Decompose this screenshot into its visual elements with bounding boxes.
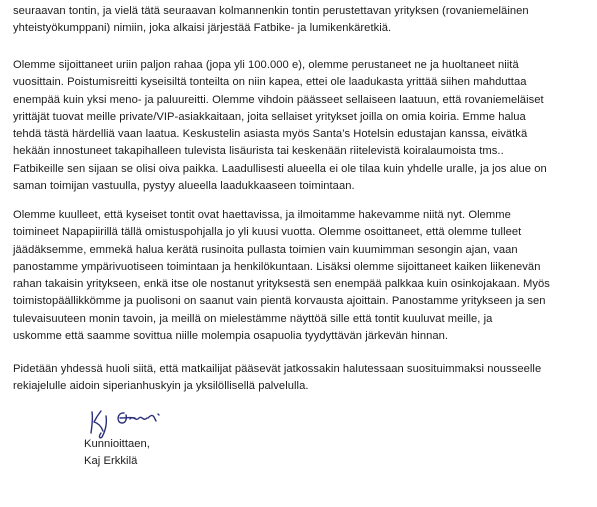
text-line: Pidetään yhdessä huoli siitä, että matkailijat pääsevät jatkossakin halutessaan suosituimmaksi nousseelle: [13, 363, 542, 375]
text-line: tulevaisuuteen monin tavoin, ja meillä on mielestämme näyttöä sille että tontit kuuluvat meille, ja: [13, 312, 493, 325]
text-line: enempää kuin yksi meno- ja paluureitti. Olemme vihdoin päässeet sellaiseen laatuun, että rovaniemeläiset: [13, 93, 544, 106]
signer-name: Kaj Erkkilä: [84, 455, 138, 467]
text-line: tehdä tästä härdelliä vaan laatua. Keskustelin asiasta myös Santa’s Hotelsin edustajan kanssa, eivätkä: [13, 128, 528, 141]
text-line: yrittäjät tuovat meille private/VIP-asiakkaitaan, joita sellaiset yritykset joilla on omia koiria. Emme halua: [13, 110, 526, 123]
text-line: Olemme kuulleet, että kyseiset tontit ovat haettavissa, ja ilmoitamme hakevamme niitä nyt. Olemme: [13, 209, 511, 221]
text-line: uskomme että saamme sovittua niille molempia osapuolia tyydyttävän järkevän hinnan.: [13, 330, 449, 343]
text-line: toimistopäällikkömme ja puolisoni on saanut vain pientä korvausta ajoittain. Panostamme yritykseen ja sen: [13, 295, 546, 308]
text-line: rekiajelulle aidoin siperianhuskyin ja yksilöllisellä palvelulla.: [13, 380, 309, 393]
text-line: hekään innostuneet takapihalleen tulevista lisäurista tai keskenään riitelevistä koiralaumoista tms..: [13, 145, 504, 158]
handwritten-signature: [86, 406, 166, 440]
signature-stroke: [94, 411, 103, 431]
signature-stroke: [148, 415, 156, 421]
signature-stroke: [91, 412, 92, 433]
salutation: Kunnioittaen,: [84, 438, 150, 450]
text-line: panostamme ympärivuotiseen toimintaan ja henkilökuntaan. Lisäksi olemme sijoittaneet kaiken liikenevän: [13, 260, 541, 273]
text-line: seuraavan tontin, ja vielä tätä seuraavan kolmannenkin tontin perustettavan yrityksen (rovaniemeläinen: [13, 5, 529, 17]
text-line: saman toimijan vastuulla, pystyy alueella laadukkaaseen toimintaan.: [13, 180, 355, 193]
signature-stroke: [130, 417, 147, 419]
text-line: toimineet Napapiirillä tällä omistuspohjalla jo yli kuusi vuotta. Olemme osoittaneet, että olemme tulleet: [13, 226, 522, 239]
text-line: yhteistyökumppani) nimiin, joka alkaisi järjestää Fatbike- ja lumikenkäretkiä.: [13, 22, 392, 35]
text-line: Fatbikeille sen sijaan se olisi oiva paikka. Laadullisesti alueella ei ole tilaa kuin yhdelle uralle, ja jos alue on: [13, 162, 547, 175]
closing-block: [84, 436, 150, 470]
paragraph-3: [13, 207, 593, 345]
text-line: rahan takaisin yritykseen, enkä itse ole nostanut yrityksestä sen enempää palkkaa kuin osinkojakaan. Myös: [13, 278, 550, 291]
signature-stroke: [158, 414, 159, 415]
paragraph-1: [13, 3, 593, 38]
paragraph-4: [13, 361, 593, 396]
paragraph-2: [13, 57, 593, 195]
text-line: vuosittain. Poistumisreitti kyseisiltä tonteilta on niin kapea, ettei ole laadukasta yrittää siihen mahduttaa: [13, 76, 527, 89]
text-line: jäädäksemme, emmekä halua kerätä rusinoita pullasta toimien vain kuumimman sesongin ajan, vaan: [13, 243, 518, 256]
text-line: Olemme sijoittaneet uriin paljon rahaa (jopa yli 100.000 e), olemme perustaneet ne ja huoltaneet niitä: [13, 59, 519, 71]
